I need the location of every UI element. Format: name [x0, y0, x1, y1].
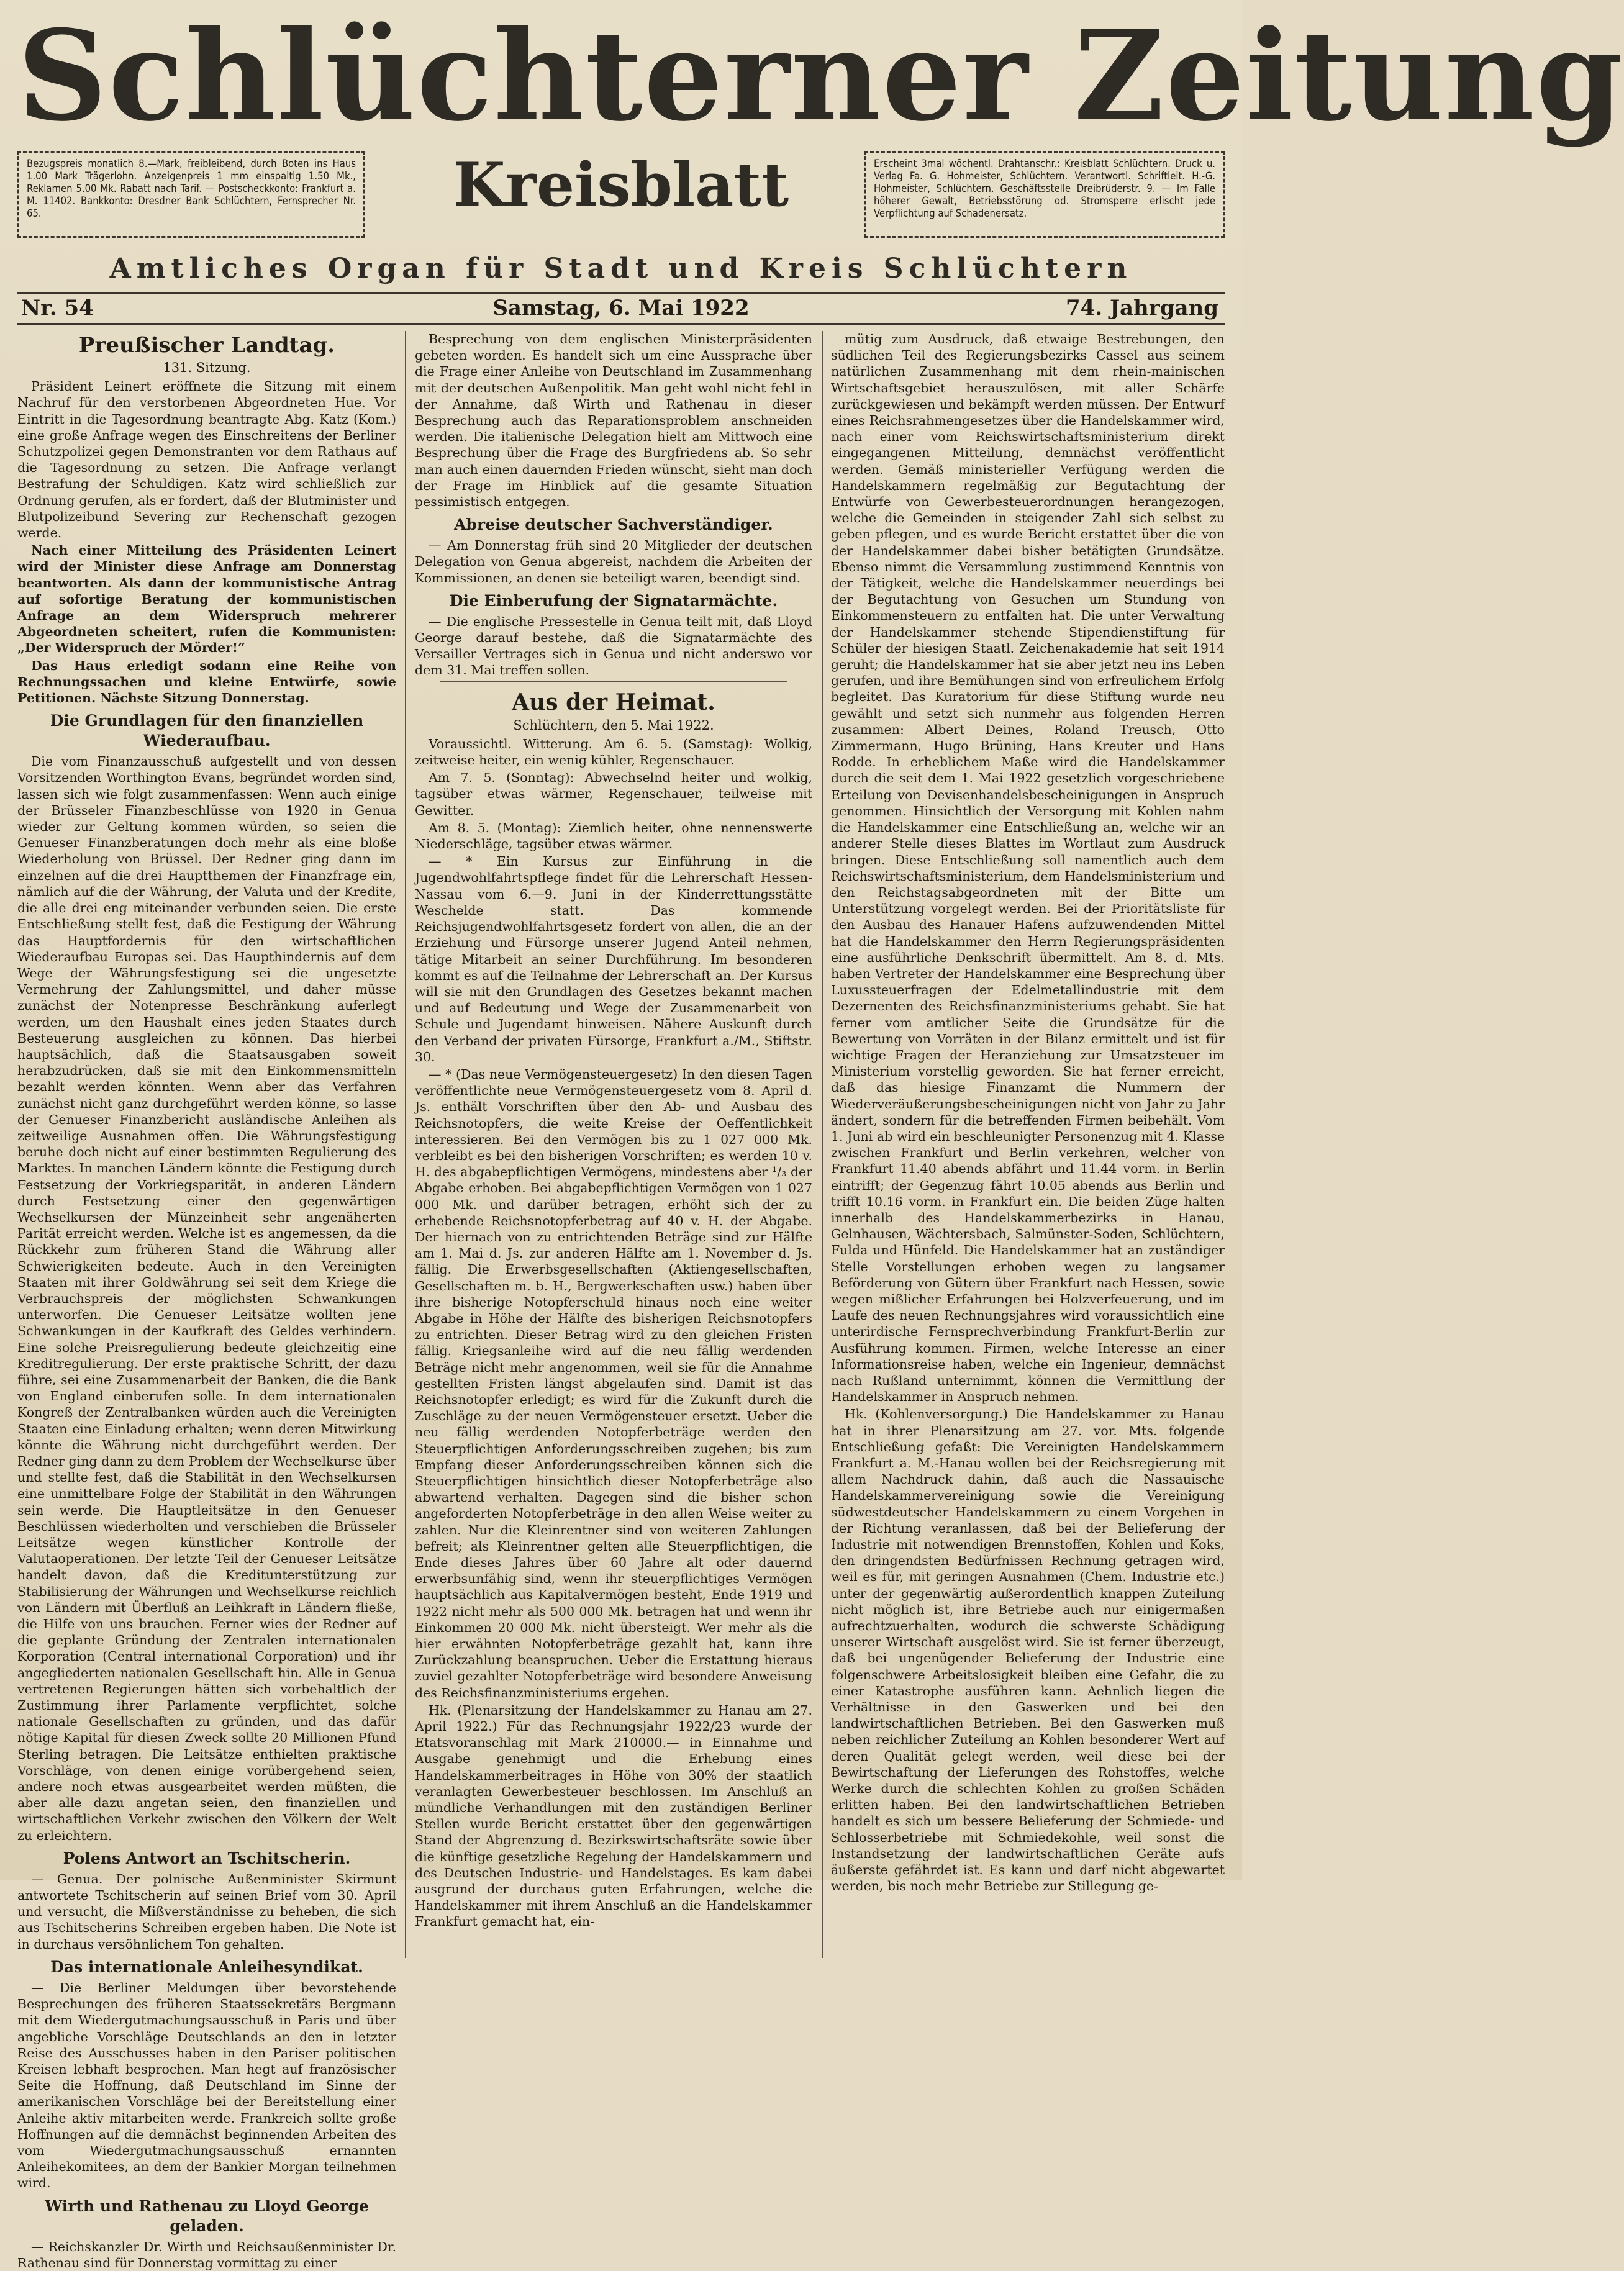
paragraph: mütig zum Ausdruck, daß etwaige Bestrebungen, den südlichen Teil des Regierungsbezirks Cassel aus seinem natürlichen Zusammenhang mit dem rhein-mainischen Wirtschaftsgebiet herauszulösen, mit aller Schärfe zurückgewiesen und bekämpft werden müssen. Der Entwurf eines Reichsrahmengesetzes über die Handelskammer wird, nach einer vom Reichswirtschaftsministerium direkt eingegangenen Mitteilung, demnächst veröffentlicht werden. Gemäß ministerieller Verfügung werden die Handelskammern regelmäßig zur Begutachtung der Entwürfe von Gewerbesteuerordnungen herangezogen, welche die Gemeinden in steigender Zahl sich selbst zu geben pflegen, und es wurde Bericht erstattet über die von der Handelskammer dabei bisher betätigten Grundsätze. Ebenso nimmt die Versammlung zustimmend Kenntnis von der Tätigkeit, welche die Handelskammer neuerdings bei der Begutachtung von Gesuchen um Stundung von Einkommensteuern zu entfalten hat. Die unter Verwaltung der Handelskammer stehende Stipendienstiftung für Schüler der hiesigen Staatl. Zeichenakademie hat seit 1914 geruht; die Handelskammer hat sie aber jetzt neu ins Leben gerufen, und ihre Bemühungen sind von erfreulichem Erfolg begleitet. Das Kuratorium für diese Stiftung wurde neu gewählt und setzt sich nunmehr aus folgenden Herren zusammen: Albert Deines, Roland Treusch, Otto Zimmermann, Hugo Brüning, Hans Kreuter und Hans Rodde. In erheblichem Maße wird die Handelskammer durch die seit dem 1. Mai 1922 gesetzlich vorgeschriebene Erteilung von Devisenhandelsbescheinigungen in Anspruch genommen. Hinsichtlich der Versorgung mit Kohlen nahm die Handelskammer eine Entschließung an, welche wir an anderer Stelle dieses Blattes im Wortlaut zum Ausdruck bringen. Diese Entschließung soll namentlich auch dem Reichswirtschaftsministerium, dem Handelsministerium und den Reichstagsabgeordneten mit der Bitte um Unterstützung vorgelegt werden. Bei der Prioritätsliste für den Ausbau des Hanauer Hafens aufzuwendenden Mittel hat die Handelskammer den Herrn Regierungspräsidenten eine ausführliche Denkschrift übermittelt. Am 8. d. Mts. haben Vertreter der Handelskammer eine Besprechung über Luxussteuerfragen der Edelmetallindustrie mit dem Dezernenten des Reichsfinanzministeriums gehabt. Sie hat ferner vom amtlicher Seite die Grundsätze für die Bewertung von Vorräten in der Bilanz ermittelt und ist für wichtige Fragen der Heranziehung zur Umsatzsteuer im Ministerium vorstellig geworden. Sie hat ferner erreicht, daß das hiesige Finanzamt die Nummern der Wiederveräußerungsbescheinigungen nicht von Jahr zu Jahr ändert, sondern für die betreffenden Firmen beibehält. Vom 1. Juni ab wird ein beschleunigter Personenzug mit 4. Klasse zwischen Frankfurt und Berlin verkehren, welcher von Frankfurt 11.40 abends abfährt und 11.44 vorm. in Berlin eintrifft; der Gegenzug fährt 10.05 abends aus Berlin und trifft 10.16 vorm. in Frankfurt ein. Die beiden Züge halten innerhalb des Handelskammerbezirks in Hanau, Gelnhausen, Wächtersbach, Salmünster-Soden, Schlüchtern, Fulda und Hünfeld. Die Handelskammer hat an zuständiger Stelle Vorstellungen erhoben wegen zu langsamer Beförderung von Gütern über Frankfurt nach Hessen, sowie wegen mißlicher Erfahrungen bei Holzverfeuerung, und im Laufe des neuen Rechnungsjahres wird voraussichtlich eine unterirdische Fernsprechverbindung Frankfurt-Berlin zur Ausführung kommen. Firmen, welche Interesse an einer Informationsreise haben, welche ein Ingenieur, demnächst nach Rußland unternimmt, können die Vermittlung der Handelskammer in Anspruch nehmen. [831, 332, 1225, 1405]
paragraph: Nach einer Mitteilung des Präsidenten Leinert wird der Minister diese Anfrage am Donnerstag beantworten. Als dann der kommunistische Antrag auf sofortige Beratung der kommunistischen Anfrage an dem Widerspruch mehrerer Abgeordneten scheitert, rufen die Kommunisten: „Der Widerspruch der Mörder!“ [17, 543, 396, 656]
issue-date: Samstag, 6. Mai 1922 [492, 296, 750, 320]
paragraph: Besprechung von dem englischen Ministerpräsidenten gebeten worden. Es handelt sich um eine Aussprache über die Frage einer Anleihe von Deutschland im Zusammenhang mit der deutschen Außenpolitik. Man geht wohl nicht fehl in der Annahme, daß Wirth und Rathenau in dieser Besprechung auch das Reparationsproblem anschneiden werden. Die italienische Delegation hielt am Mittwoch eine Besprechung über die Frage des Burgfriedens ab. So sehr man auch einen dauernden Frieden wünscht, sieht man doch der Frage im Hinblick auf die gesamte Situation pessimistisch entgegen. [415, 332, 812, 510]
article-heading: Polens Antwort an Tschitscherin. [63, 1849, 351, 1867]
divider [440, 681, 787, 682]
article-heading: Abreise deutscher Sachverständiger. [454, 515, 773, 534]
weather-forecast: Am 7. 5. (Sonntag): Abwechselnd heiter und wolkig, tagsüber etwas wärmer, Regenschauer, teilweise mit Gewitter. [415, 770, 812, 818]
volume: 74. Jahrgang [1065, 296, 1218, 320]
paragraph: Präsident Leinert eröffnete die Sitzung mit einem Nachruf für den verstorbenen Abgeordneten Hue. Vor Eintritt in die Tagesordnung beantragte Abg. Katz (Kom.) eine große Anfrage wegen des Einschreitens der Berliner Schutzpolizei gegen Demonstranten vor dem Rathaus auf die Tagesordnung zu setzen. Die Anfrage verlangt Bestrafung der Schuldigen. Katz wird schließlich zur Ordnung gerufen, als er fordert, daß der Blutminister und Blutpolizeibund Severing zur Rechenschaft gezogen werde. [17, 379, 396, 541]
paragraph: — * Ein Kursus zur Einführung in die Jugendwohlfahrtspflege findet für die Lehrerschaft Hessen-Nassau vom 6.—9. Juni in der Kinderrettungsstätte Weschelde statt. Das kommende Reichsjugendwohlfahrtsgesetz fordert von allen, die an der Erziehung und Fürsorge unserer Jugend Anteil nehmen, tätige Mitarbeit an seiner Durchführung. Im besonderen kommt es auf die Teilnahme der Lehrerschaft an. Der Kursus will sie mit den Grundlagen des Gesetzes bekannt machen und auf Bedeutung und Wege der Zusammenarbeit von Schule und Jugendamt hinweisen. Nähere Auskunft durch den Verband der privaten Fürsorge, Frankfurt a./M., Stiftstr. 30. [415, 854, 812, 1064]
article-heading: Die Grundlagen für den finanziellen Wiederaufbau. [50, 712, 364, 750]
article-heading: Preußischer Landtag. [78, 333, 335, 358]
paragraph: — Am Donnerstag früh sind 20 Mitglieder der deutschen Delegation von Genua abgereist, nachdem die Arbeiten der Kommissionen, an denen sie beteiligt waren, beendigt sind. [415, 538, 812, 586]
local-dateline: Schlüchtern, den 5. Mai 1922. [513, 717, 714, 733]
paragraph: Hk. (Kohlenversorgung.) Die Handelskammer zu Hanau hat in ihrer Plenarsitzung am 27. vor. Mts. folgende Entschließung gefaßt: Die Vereinigten Handelskammern Frankfurt a. M.-Hanau wollen bei der Reichsregierung mit allem Nachdruck dahin, daß auch die Nassauische Handelskammervereinigung sowie die Vereinigung südwestdeutscher Handelskammern zu einem Vorgehen in der Richtung veranlassen, daß bei der Belieferung der Industrie mit notwendigen Brennstoffen, Kohlen und Koks, den dringendsten Bedürfnissen Rechnung getragen wird, weil es für, mit geringen Ausnahmen (Chem. Industrie etc.) unter der gegenwärtig außerordentlich knappen Zuteilung nicht möglich ist, ihre Betriebe auch nur einigermaßen aufrechtzuerhalten, wodurch die schwerste Schädigung unserer Wirtschaft ausgelöst wird. Sie ist ferner überzeugt, daß bei ungenügender Belieferung der Industrie eine folgenschwere Arbeitslosigkeit bleiben eine Gefahr, die zu einer Katastrophe ausführen kann. Aehnlich liegen die Verhältnisse in den Gaswerken und bei den landwirtschaftlichen Betrieben. Bei den Gaswerken muß neben reichlicher Zuteilung an Kohlen besonderer Wert auf deren Qualität gelegt werden, weil diese bei der Bewirtschaftung der Lieferungen des Rohstoffes, welche Werke durch die schlechten Kohlen zu großen Schäden erlitten haben. Bei den landwirtschaftlichen Betrieben handelt es sich um bessere Belieferung der Schmiede- und Schlosserbetriebe mit Schmiedekohle, weil sonst die Instandsetzung der landwirtschaftlichen Geräte aufs äußerste gefährdet ist. Es kann und darf nicht abgewartet werden, bis noch mehr Betriebe zur Stillegung ge- [831, 1407, 1225, 1894]
article-subheading: 131. Sitzung. [163, 360, 251, 375]
organ-line: Amtliches Organ für Stadt und Kreis Schlüchtern [109, 253, 1133, 284]
paragraph: Hk. (Plenarsitzung der Handelskammer zu Hanau am 27. April 1922.) Für das Rechnungsjahr 1922/23 wurde der Etatsvoranschlag mit Mark 210000.— in Einnahme und Ausgabe genehmigt und die Erhebung eines Handelskammerbeitrages in Höhe von 30% der staatlich veranlagten Gewerbesteuer beschlossen. Im Anschluß an mündliche Verhandlungen mit den zuständigen Berliner Stellen wurde Bericht erstattet über den gegenwärtigen Stand der Abgrenzung d. Bezirkswirtschaftsräte sowie über die künftige gesetzliche Regelung der Handelskammern und des Deutschen Industrie- und Handelstages. Es kam dabei ausgrund der durchaus guten Erfahrungen, welche die Handelskammer mit ihrem Anschluß an die Handelskammer Frankfurt gemacht hat, ein- [415, 1702, 812, 1929]
article-heading: Das internationale Anleihesyndikat. [50, 1957, 363, 1976]
publisher-info-box: Erscheint 3mal wöchentl. Drahtanschr.: Kreisblatt Schlüchtern. Druck u. Verlag Fa. G. Hohmeister, Schlüchtern. Verantwortl. Schriftleit. H.-G. Hohmeister, Schlüchtern. Geschäftsstelle Dreibrüderstr. 9. — Im Falle höherer Gewalt, Betriebsstörung od. Stromsperre erlischt jede Verpflichtung auf Schadenersatz. [864, 151, 1225, 238]
paragraph: Das Haus erledigt sodann eine Reihe von Rechnungssachen und kleine Entwürfe, sowie Petitionen. Nächste Sitzung Donnerstag. [17, 658, 396, 706]
paragraph: — * (Das neue Vermögensteuergesetz) In den diesen Tagen veröffentlichte neue Vermögensteuergesetz vom 8. April d. Js. enthält Vorschriften über den Ab- und Ausbau des Reichsnotopfers, die weite Kreise der Oeffentlichkeit interessieren. Bei den Vermögen bis zu 1 027 000 Mk. verbleibt es bei den bisherigen Vorschriften; es werden 10 v. H. des abgabepflichtigen Vermögens, mindestens aber ¹/₃ der Abgabe erhoben. Bei abgabepflichtigen Vermögen von 1 027 000 Mk. und darüber betragen, erhöht sich der zu erhebende Reichsnotopferbetrag auf 40 v. H. der Abgabe. Der hiernach von zu entrichtenden Beträge sind zur Hälfte am 1. Mai d. Js. zur anderen Hälfte am 1. November d. Js. fällig. Die Erwerbsgesellschaften (Aktiengesellschaften, Gesellschaften m. b. H., Bergwerkschaften usw.) haben über ihre bisherige Notopferschuld hinaus noch eine weiter Abgabe in Höhe der Hälfte des bisherigen Reichsnotopfers zu entrichten. Dieser Betrag wird zu den gleichen Fristen fällig. Kriegsanleihe wird auf die neu fällig werdenden Beträge nicht mehr angenommen, weil sie für die Annahme gestellten Fristen längst abgelaufen sind. Damit ist das Reichsnotopfer erledigt; es wird für die Zukunft durch die Zuschläge zu der neuen Vermögensteuer ersetzt. Ueber die neu fällig werdenden Notopferbeträge werden den Steuerpflichtigen Anforderungsschreiben zugehen; bis zum Empfang dieser Anforderungsschreiben können sich die Steuerpflichtigen hinsichtlich dieser Notopferbeträge also abwartend verhalten. Dagegen sind die bisher schon angeforderten Notopferbeträge in den allen Weise weiter zu zahlen. Nur die Kleinrentner sind von weiteren Zahlungen befreit; als Kleinrentner gelten alle Steuerpflichtigen, die Ende dieses Jahres über 60 Jahre alt oder dauernd erwerbsunfähig sind, wenn ihr steuerpflichtiges Vermögen hauptsächlich aus Kapitalvermögen besteht, Ende 1919 und 1922 nicht mehr als 500 000 Mk. betragen hat und wenn ihr Einkommen 20 000 Mk. nicht übersteigt. Wer mehr als die hier erwähnten Notopferbeträge gezahlt hat, kann ihre Zurückzahlung beanspruchen. Ueber die Erstattung hieraus zuviel gezahlter Notopferbeträge wird besondere Anweisung des Reichsfinanzministeriums ergehen. [415, 1066, 812, 1700]
column-3 [831, 331, 1225, 1958]
column-1 [17, 331, 396, 2270]
dateline [17, 292, 1225, 325]
column-rule [405, 331, 406, 1958]
issue-number: Nr. 54 [21, 296, 94, 320]
masthead-subtitle: Kreisblatt [453, 150, 789, 220]
subscription-info-box: Bezugspreis monatlich 8.—Mark, freibleibend, durch Boten ins Haus 1.00 Mark Trägerlohn. Anzeigenpreis 1 mm einspaltig 1.50 Mk., Reklamen 5.00 Mk. Rabatt nach Tarif. — Postscheckkonto: Frankfurt a. M. 11402. Bankkonto: Dresdner Bank Schlüchtern, Fernsprecher Nr. 65. [17, 151, 365, 238]
column-2 [415, 331, 812, 1958]
paragraph: — Die englische Pressestelle in Genua teilt mit, daß Lloyd George darauf bestehe, daß die Signatarmächte des Versailler Vertrages sich in Genua und nicht anderswo vor dem 31. Mai treffen sollen. [415, 614, 812, 678]
weather-forecast: Voraussichtl. Witterung. Am 6. 5. (Samstag): Wolkig, zeitweise heiter, ein wenig kühler, Regenschauer. [415, 736, 812, 768]
paragraph: — Die Berliner Meldungen über bevorstehende Besprechungen des früheren Staatssekretärs Bergmann mit dem Wiedergutmachungsausschuß in Paris und über angebliche Vorschläge Deutschlands an den in letzter Reise des Ausschusses haben in den Pariser politischen Kreisen lebhaft besprochen. Man hegt auf französischer Seite die Hoffnung, daß Deutschland im Sinne der amerikanischen Vorschläge bei der Bereitstellung einer Anleihe aktiv mitarbeiten werde. Frankreich sollte große Hoffnungen auf die demnächst beginnenden Arbeiten des vom Wiedergutmachungsausschuß ernannten Anleihekomitees, an dem der Bankier Morgan teilnehmen wird. [17, 1980, 396, 2191]
columns [17, 331, 1225, 2270]
paragraph: — Genua. Der polnische Außenminister Skirmunt antwortete Tschitscherin auf seinen Brief vom 30. April und versucht, die Mißverständnisse zu beheben, die sich aus Tschitscherins Schreiben ergeben haben. Die Note ist in durchaus versöhnlichem Ton gehalten. [17, 1871, 396, 1952]
column-rule [822, 331, 823, 1958]
masthead-info-row [17, 145, 1225, 250]
masthead-title: Schlüchterner Zeitung [17, 3, 1624, 149]
section-heading-heimat: Aus der Heimat. [512, 689, 715, 715]
article-heading: Die Einberufung der Signatarmächte. [449, 591, 778, 610]
paragraph: — Reichskanzler Dr. Wirth und Reichsaußenminister Dr. Rathenau sind für Donnerstag vormittag zu einer [17, 2239, 396, 2270]
paragraph: Die vom Finanzausschuß aufgestellt und von dessen Vorsitzenden Worthington Evans, begründet worden sind, lassen sich wie folgt zusammenfassen: Wenn auch einige der Brüsseler Finanzbeschlüsse von 1920 in Genua wieder zur Geltung kommen würden, so seien die Genueser Finanzberatungen doch mehr als eine bloße Wiederholung von Brüssel. Der Redner ging dann im einzelnen auf die drei Hauptthemen der Finanzfrage ein, nämlich auf die der Währung, der Valuta und der Kredite, die alle drei eng miteinander verbunden seien. Die erste Entschließung stellt fest, daß die Festigung der Währung das Hauptfordernis für den wirtschaftlichen Wiederaufbau Europas sei. Das Haupthindernis auf dem Wege der Währungsfestigung sei die ungesetzte Vermehrung der Zahlungsmittel, und daher müsse zunächst der Notenpresse Beschränkung auferlegt werden, um den Haushalt eines jeden Staates durch Besteuerung ausgleichen zu können. Das hierbei hauptsächlich, daß die Staatsausgaben soweit herabzudrücken, daß sie mit den Einkommensmitteln bezahlt werden könnten. Wenn aber das Verfahren zunächst nicht ganz durchgeführt werden könne, so lasse der Genueser Finanzbericht ausländische Anleihen als zeitweilige Ausnahmen offen. Die Währungsfestigung beruhe doch nicht auf einer bestimmten Regulierung des Marktes. In manchen Ländern könnte die Festigung durch Festsetzung der Vorkriegsparität, in anderen Ländern durch Festsetzung einer den gegenwärtigen Wechselkursen der Münzeinheit sehr angenäherten Parität erreicht werden. Welche ist es angemessen, da die Rückkehr zum früheren Stand die Währung aller Schwierigkeiten bedeute. Auch in den Vereinigten Staaten mit ihrer Goldwährung sei seit dem Kriege die Verbrauchspreis der möglichsten Schwankungen unterworfen. Die Genueser Leitsätze wollten jene Schwankungen in der Kaufkraft des Geldes verhindern. Eine solche Preisregulierung bedeute gleichzeitig eine Kreditregulierung. Der erste praktische Schritt, der dazu führe, sei eine Zusammenarbeit der Banken, die die Bank von England einberufen solle. In dem internationalen Kongreß der Zentralbanken würden auch die Vereinigten Staaten eine Einladung erhalten; wenn deren Mitwirkung könnte die Währung nicht durchgeführt werden. Der Redner ging dann zu dem Problem der Wechselkurse über und stellte fest, daß die Stabilität in den Wechselkursen eine unmittelbare Folge der Stabilität in den Währungen sein werde. Die Hauptleitsätze in den Genueser Beschlüssen wiederholten und verschieben die Brüsseler Leitsätze wegen künstlicher Kontrolle der Valutaoperationen. Der letzte Teil der Genueser Leitsätze handelt davon, daß die Kreditunterstützung zur Stabilisierung der Währungen und Wechselkurse reichlich von Ländern mit Überfluß an Leihkraft in Ländern fließe, die Hilfe von uns brauchen. Ferner wies der Redner auf die geplante Gründung der Zentralen internationalen Korporation (Central international Corporation) und ihr angegliederten nationalen Gesellschaft hin. Alle in Genua vertretenen Regierungen hätten sich vorbehaltlich der Zustimmung ihrer Parlamente verpflichtet, solche nationale Gesellschaften zu gründen, und das dafür nötige Kapital für diesen Zweck sollte 20 Millionen Pfund Sterling betragen. Die Leitsätze enthielten praktische Vorschläge, von denen einige vorübergehend seien, andere noch etwas ausgearbeitet werden müßten, die aber alle dazu angetan seien, den finanziellen und wirtschaftlichen Verkehr zwischen den Völkern der Welt zu erleichtern. [17, 754, 396, 1843]
article-heading: Wirth und Rathenau zu Lloyd George geladen. [45, 2196, 369, 2235]
weather-forecast: Am 8. 5. (Montag): Ziemlich heiter, ohne nennenswerte Niederschläge, tagsüber etwas wärmer. [415, 820, 812, 852]
